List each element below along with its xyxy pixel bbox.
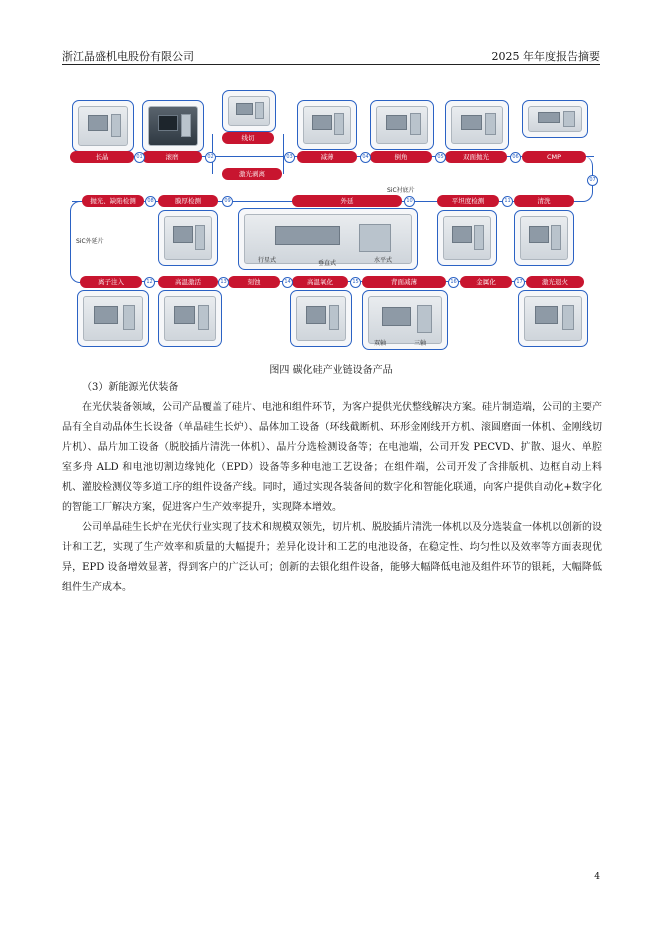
- step-number: 03: [284, 152, 295, 163]
- sic-equipment-figure: [62, 90, 602, 360]
- label-film-thickness: 膜厚检测: [158, 195, 218, 207]
- machine-grinding: [142, 100, 204, 152]
- label-backside-thinning: 背面减薄: [362, 276, 446, 288]
- paragraph-1: 在光伏装备领域，公司产品覆盖了硅片、电池和组件环节，为客户提供光伏整线解决方案。硅片制造端，公司的主要产品有全自动晶体生长设备（单晶硅生长炉）、晶体加工设备（环线截断机、环形金刚线开方机、滚圆磨面一体机、金刚线切片机）、晶片加工设备（脱胶插片清洗一体机）、晶片分选检测设备等；在电池端，公司开发 PECVD、扩散、退火、单腔室多舟 ALD 和电池切割边缘钝化（EPD）设备等多种电池工艺设备；在组件端，公司开发了含排版机、边框自动上料机、灌胶检测仪等多道工序的组件设备产线。同时，通过实现各装备间的数字化和智能化联通，向客户提供自动化+数字化的智能工厂解决方案，促进客户生产效率提升，实现降本增效。: [62, 402, 602, 513]
- machine-cmp: [522, 100, 588, 138]
- paragraph-2: 公司单晶硅生长炉在光伏行业实现了技术和规模双领先，切片机、脱胶插片清洗一体机以及分选装盒一体机以创新的设计和工艺，实现了生产效率和质量的大幅提升；差异化设计和工艺的电池设备，在稳定性、均匀性以及效率等方面表现优异，EPD 设备增效显著，得到客户的广泛认可；创新的去银化组件设备，能够大幅降低电池及组件环节的银耗，大幅降低组件生产成本。: [62, 522, 602, 593]
- label-high-temp-oxidation: 高温氧化: [292, 276, 348, 288]
- note-planetary: 行星式: [258, 257, 277, 264]
- label-wire-cutting: 线切: [222, 132, 274, 144]
- label-laser-anneal: 激光退火: [526, 276, 584, 288]
- page-number: 4: [594, 872, 600, 882]
- label-crystal-growth: 长晶: [70, 151, 134, 163]
- machine-double-polish: [445, 100, 509, 150]
- step-number: 01: [134, 152, 145, 163]
- label-cleaning: 清洗: [514, 195, 574, 207]
- step-number: 09: [222, 196, 233, 207]
- machine-chamfering: [370, 100, 434, 150]
- figure-caption: 图四 碳化硅产业链设备产品: [269, 365, 393, 376]
- step-number: 12: [144, 277, 155, 288]
- machine-flatness: [437, 210, 497, 266]
- label-etching: 刻蚀: [228, 276, 280, 288]
- label-metallization: 金属化: [460, 276, 512, 288]
- step-number: 16: [448, 277, 459, 288]
- body-text: [62, 378, 602, 598]
- step-number: 14: [282, 277, 293, 288]
- label-grinding: 滚磨: [142, 151, 202, 163]
- company-name: 浙江晶盛机电股份有限公司: [62, 50, 194, 63]
- label-laser-lift-off: 激光剥离: [222, 168, 282, 180]
- note-horizontal: 水平式: [374, 257, 393, 264]
- step-number: 10: [404, 196, 415, 207]
- label-double-polish: 双面抛光: [445, 151, 507, 163]
- step-number: 13: [218, 277, 229, 288]
- note-triple-axis: 三轴: [414, 340, 427, 347]
- note-sic-substrate: SiC衬底片: [387, 187, 415, 194]
- machine-laser-anneal: [518, 290, 588, 347]
- note-dual-axis: 双轴: [374, 340, 387, 347]
- step-number: 15: [350, 277, 361, 288]
- step-number: 17: [514, 277, 525, 288]
- label-thinning: 减薄: [297, 151, 357, 163]
- step-number: 08: [145, 196, 156, 207]
- machine-oxidation: [290, 290, 352, 347]
- step-number: 07: [587, 175, 598, 186]
- label-epitaxy: 外延: [292, 195, 402, 207]
- report-title: 2025 年年度报告摘要: [491, 50, 600, 63]
- machine-crystal-growth: [72, 100, 134, 152]
- step-number: 04: [360, 152, 371, 163]
- machine-cleaning: [514, 210, 574, 266]
- machine-ion-implant: [77, 290, 149, 347]
- step-number: 05: [435, 152, 446, 163]
- section-subheading: （3）新能源光伏装备: [82, 382, 179, 393]
- label-high-temp-activation: 高温激活: [158, 276, 218, 288]
- label-chamfering: 倒角: [370, 151, 432, 163]
- note-vertical: 垂直式: [318, 260, 337, 267]
- step-number: 02: [205, 152, 216, 163]
- label-polish-defect-inspection: 抛光、缺陷检测: [82, 195, 144, 207]
- machine-film-thickness: [158, 210, 218, 266]
- machine-wire-cutting: [222, 90, 276, 132]
- step-number: 06: [510, 152, 521, 163]
- label-ion-implant: 离子注入: [80, 276, 142, 288]
- machine-activation: [158, 290, 222, 347]
- header-rule: [62, 64, 600, 65]
- step-number: 11: [502, 196, 513, 207]
- label-flatness-inspection: 平坦度检测: [437, 195, 499, 207]
- page-header: [62, 48, 600, 64]
- machine-thinning: [297, 100, 357, 150]
- note-sic-epi: SiC外延片: [76, 238, 104, 245]
- label-cmp: CMP: [522, 151, 586, 163]
